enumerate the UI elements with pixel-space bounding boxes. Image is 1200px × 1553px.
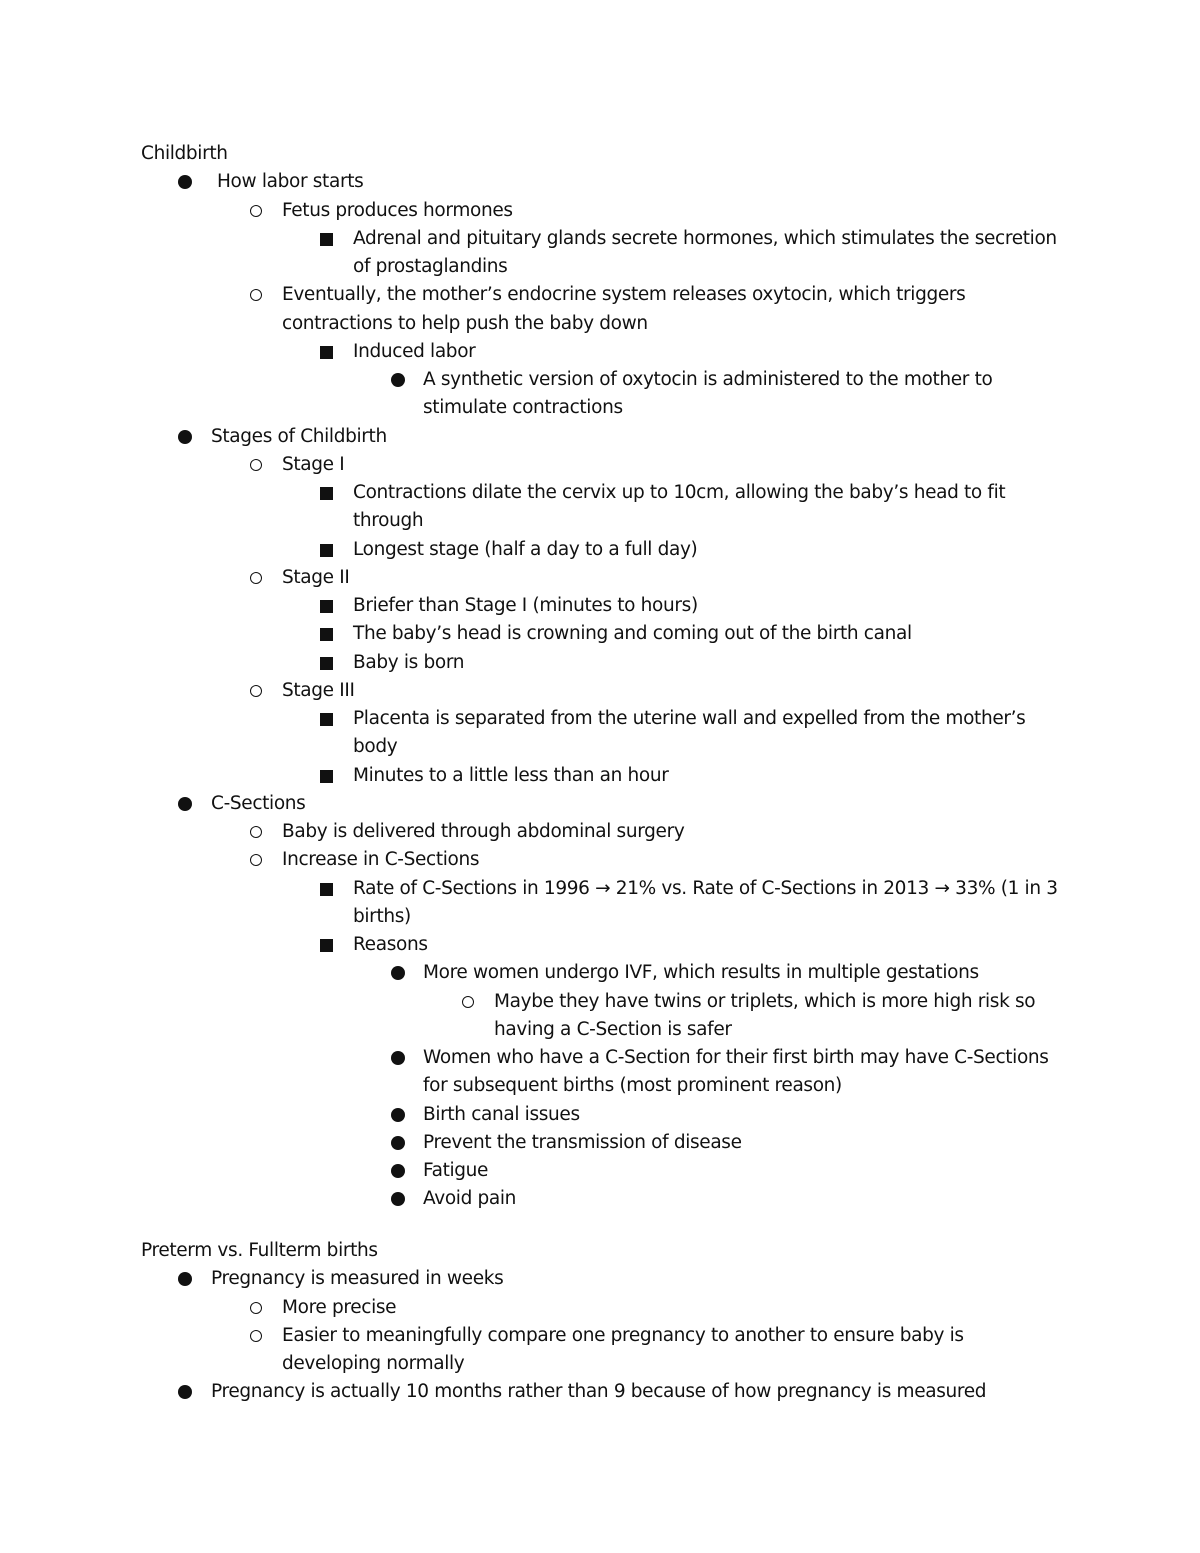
list-item-continuation: through — [353, 510, 424, 532]
list-item-text: Reasons — [353, 934, 428, 955]
disc-bullet-icon — [178, 790, 194, 818]
list-item-text: Stage III — [282, 679, 355, 701]
list-item-text: Baby is born — [353, 651, 465, 673]
circle-bullet-icon — [249, 1294, 265, 1322]
square-bullet-icon — [320, 479, 336, 507]
list-item-text: Minutes to a little less than an hour — [353, 764, 669, 786]
list-item-text: Rate of C-Sections in 1996 → 21% vs. Rate of C-Sections in 2013 → 33% (1 in 3 — [353, 877, 1058, 899]
list-item-text: Adrenal and pituitary glands secrete hormones, which stimulates the secretion — [353, 227, 1057, 249]
list-item-text: More precise — [282, 1296, 397, 1318]
square-bullet-icon — [320, 536, 336, 564]
section-heading: Childbirth — [141, 143, 228, 164]
list-item-text: C-Sections — [211, 792, 306, 814]
list-item-text: Pregnancy is actually 10 months rather than 9 because of how pregnancy is measured — [211, 1381, 987, 1403]
circle-bullet-icon — [249, 1322, 265, 1350]
list-item-text: Easier to meaningfully compare one pregnancy to another to ensure baby is — [282, 1324, 964, 1346]
square-bullet-icon — [320, 592, 336, 620]
list-item-continuation: developing normally — [282, 1353, 465, 1374]
list-item-continuation: births) — [353, 905, 411, 927]
list-item-text: Birth canal issues — [423, 1103, 580, 1125]
list-item-continuation: having a C-Section is safer — [494, 1018, 732, 1040]
list-item-text: Contractions dilate the cervix up to 10cm, allowing the baby’s head to fit — [353, 482, 1006, 503]
disc-bullet-icon — [391, 1101, 407, 1129]
list-item-continuation: for subsequent births (most prominent reason) — [423, 1075, 842, 1097]
circle-bullet-icon — [249, 564, 265, 592]
disc-bullet-icon — [178, 168, 194, 196]
disc-bullet-icon — [391, 1044, 407, 1072]
square-bullet-icon — [320, 762, 336, 790]
list-item-text: Baby is delivered through abdominal surgery — [282, 821, 685, 842]
circle-bullet-icon — [249, 451, 265, 479]
list-item-text: Stage I — [282, 453, 345, 475]
disc-bullet-icon — [391, 1129, 407, 1157]
circle-bullet-icon — [461, 988, 477, 1016]
disc-bullet-icon — [391, 1157, 407, 1185]
list-item-text: Fetus produces hormones — [282, 199, 513, 221]
list-item-text: Pregnancy is measured in weeks — [211, 1268, 504, 1290]
list-item-text: Eventually, the mother’s endocrine system releases oxytocin, which triggers — [282, 284, 966, 306]
disc-bullet-icon — [391, 366, 407, 394]
list-item-text: Fatigue — [423, 1160, 489, 1181]
circle-bullet-icon — [249, 677, 265, 705]
list-item-text: More women undergo IVF, which results in multiple gestations — [423, 962, 979, 984]
list-item-text: Increase in C-Sections — [282, 849, 480, 871]
list-item-continuation: stimulate contractions — [423, 397, 623, 419]
circle-bullet-icon — [249, 197, 265, 225]
disc-bullet-icon — [391, 1185, 407, 1213]
list-item-text: Women who have a C-Section for their first birth may have C-Sections — [423, 1047, 1049, 1068]
list-item-text: Briefer than Stage I (minutes to hours) — [353, 595, 698, 616]
list-item-continuation: of prostaglandins — [353, 256, 508, 277]
square-bullet-icon — [320, 875, 336, 903]
list-item-text: Prevent the transmission of disease — [423, 1131, 742, 1153]
list-item-text: Stages of Childbirth — [211, 425, 387, 447]
square-bullet-icon — [320, 620, 336, 648]
list-item-continuation: body — [353, 736, 398, 758]
circle-bullet-icon — [249, 818, 265, 846]
disc-bullet-icon — [178, 1378, 194, 1406]
list-item-text: Avoid pain — [423, 1188, 517, 1210]
list-item-text: Maybe they have twins or triplets, which is more high risk so — [494, 990, 1036, 1012]
disc-bullet-icon — [178, 1265, 194, 1293]
list-item-text: Stage II — [282, 566, 350, 588]
list-item-text: Longest stage (half a day to a full day) — [353, 538, 698, 560]
list-item-text: The baby’s head is crowning and coming out of the birth canal — [353, 623, 912, 645]
disc-bullet-icon — [178, 423, 194, 451]
square-bullet-icon — [320, 649, 336, 677]
circle-bullet-icon — [249, 281, 265, 309]
list-item-continuation: contractions to help push the baby down — [282, 312, 648, 334]
square-bullet-icon — [320, 338, 336, 366]
section-heading: Preterm vs. Fullterm births — [141, 1240, 378, 1261]
disc-bullet-icon — [391, 959, 407, 987]
square-bullet-icon — [320, 705, 336, 733]
list-item-text: Induced labor — [353, 340, 476, 362]
square-bullet-icon — [320, 931, 336, 959]
list-item-text: How labor starts — [217, 171, 364, 193]
list-item-text: A synthetic version of oxytocin is administered to the mother to — [423, 369, 993, 390]
circle-bullet-icon — [249, 846, 265, 874]
square-bullet-icon — [320, 225, 336, 253]
list-item-text: Placenta is separated from the uterine wall and expelled from the mother’s — [353, 708, 1026, 729]
